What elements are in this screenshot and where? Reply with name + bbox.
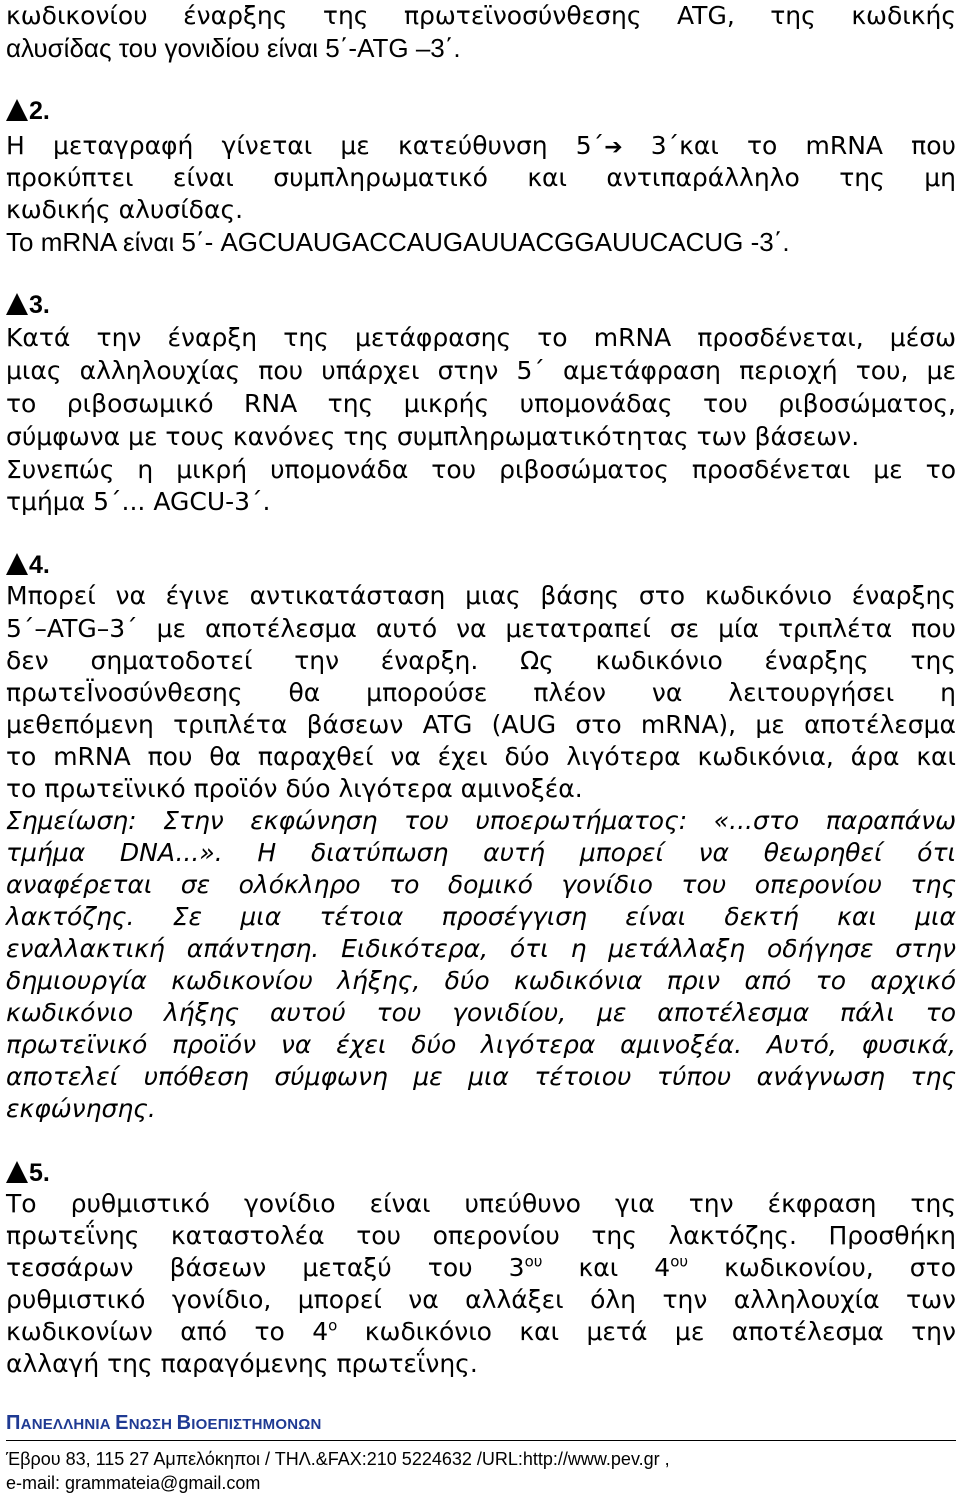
section-number: 5. (29, 1159, 50, 1187)
spade-bullet-icon (6, 1161, 28, 1183)
note-line: αναφέρεται σε ολόκληρο το δομικό γονίδιο του οπερονίου της (6, 870, 956, 899)
text-fragment: Η μεταγραφή γίνεται με κατεύθυνση 5΄ (6, 131, 605, 160)
text-line (6, 1316, 956, 1348)
note-line: εκφώνησης. (6, 1094, 156, 1123)
text-fragment: και 4 (542, 1253, 671, 1282)
section-heading-4 (6, 548, 50, 582)
footer-address: Έβρου 83, 115 27 Αμπελόκηποι / ΤΗΛ.&FAX:210 5224632 /URL:http://www.pev.gr , (6, 1449, 670, 1469)
text-fragment: Ως κωδικόνιο έναρξης της (520, 646, 956, 675)
text-line: αλλαγή της παραγόμενης πρωτεΐνης. (6, 1349, 478, 1378)
section-heading-3 (6, 288, 50, 322)
text-line: Το ρυθμιστικό γονίδιο είναι υπεύθυνο για την έκφραση της (6, 1189, 956, 1218)
section-heading-5 (6, 1156, 50, 1190)
text-line: Συνεπώς η μικρή υπομονάδα του ριβοσώματος προσδένεται με το (6, 455, 956, 484)
text-line: κωδικής αλυσίδας. (6, 195, 244, 224)
text-line: το mRNA που θα παραχθεί να έχει δύο λιγότερα κωδικόνια, άρα και (6, 742, 956, 771)
spade-bullet-icon (6, 293, 28, 315)
org-initial: Β (176, 1412, 192, 1434)
text-line: προκύπτει είναι συμπληρωματικό και αντιπαράλληλο της μη (6, 163, 956, 192)
spade-bullet-icon (6, 99, 28, 121)
note-line: Σημείωση: Στην εκφώνηση του υποερωτήματος: «...στο παραπάνω (6, 806, 956, 835)
note-line: τμήμα DNA...». Η διατύπωση αυτή μπορεί να θεωρηθεί ότι (6, 838, 956, 867)
text-fragment: τεσσάρων βάσεων μεταξύ του 3 (6, 1253, 525, 1282)
text-line: το ριβοσωμικό RNA της μικρής υπομονάδας του ριβοσώματος, (6, 389, 956, 418)
note-line: εναλλακτική απάντηση. Ειδικότερα, ότι η μετάλλαξη οδήγησε στην (6, 934, 956, 963)
org-word: ΙΟΕΠΙΣΤΗΜΟΝΩΝ (191, 1416, 322, 1433)
org-initial: Ε (115, 1412, 129, 1434)
text-line: 5΄–ATG–3΄ με αποτέλεσμα αυτό να μετατραπεί σε μία τριπλέτα που (6, 614, 956, 643)
footer-organization (6, 1412, 322, 1435)
section-number: 4. (29, 551, 50, 579)
text-line: Το mRNA είναι 5΄- AGCUAUGACCAUGAUUACGGAUUCACUG -3΄. (6, 227, 790, 257)
note-line: πρωτεϊνικό προϊόν να έχει δύο λιγότερα αμινοξέα. Αυτό, φυσικά, (6, 1030, 956, 1059)
section-heading-2 (6, 94, 50, 128)
text-line: Μπορεί να έγινε αντικατάσταση μιας βάσης στο κωδικόνιο έναρξης (6, 581, 956, 610)
text-line: πρωτεΐνης καταστολέα του οπερονίου της λακτόζης. Προσθήκη (6, 1221, 956, 1250)
superscript: ο (328, 1316, 338, 1335)
arrow-right-icon: ➔ (604, 135, 623, 160)
note-line: λακτόζης. Σε μια τέτοια προσέγγιση είναι δεκτή και μια (6, 902, 956, 931)
text-line: αλυσίδας του γονιδίου είναι 5΄-ATG –3΄. (6, 33, 461, 63)
footer-email: e-mail: grammateia@gmail.com (6, 1473, 261, 1493)
text-line: σύμφωνα με τους κανόνες της συμπληρωματικότητας των βάσεων. (6, 422, 860, 451)
text-line (6, 1252, 956, 1284)
text-line: Κατά την έναρξη της μετάφρασης το mRNA προσδένεται, μέσω (6, 323, 956, 352)
text-fragment: κωδικόνιο και μετά με αποτέλεσμα την (337, 1317, 956, 1346)
section-number: 3. (29, 291, 50, 319)
superscript: ου (524, 1252, 543, 1271)
org-initial: Π (6, 1412, 21, 1434)
text-fragment: κωδικονίων από το 4 (6, 1317, 329, 1346)
text-line: κωδικονίου έναρξης της πρωτεϊνοσύνθεσης ATG, της κωδικής (6, 1, 956, 30)
section-number: 2. (29, 97, 50, 125)
text-line: πρωτεΪνοσύνθεσης θα μπορούσε πλέον να λειτουργήσει η (6, 678, 956, 707)
footer-divider (6, 1440, 956, 1441)
text-line (6, 130, 956, 162)
org-word: ΝΩΣΗ (128, 1416, 177, 1433)
spade-bullet-icon (6, 553, 28, 575)
text-line (6, 645, 956, 677)
text-line: μιας αλληλουχίας που υπάρχει στην 5΄ αμετάφραση περιοχή του, με (6, 356, 956, 385)
text-line: μεθεπόμενη τριπλέτα βάσεων ATG (AUG στο mRNA), με αποτέλεσμα (6, 710, 956, 739)
note-line: δημιουργία κωδικονίου λήξης, δύο κωδικόνια πριν από το αρχικό (6, 966, 956, 995)
superscript: ου (670, 1252, 689, 1271)
text-line: ρυθμιστικό γονίδιο, μπορεί να αλλάξει όλη την αλληλουχία των (6, 1285, 956, 1314)
org-word: ΑΝΕΛΛΗΝΙΑ (20, 1416, 116, 1433)
text-fragment: 3΄και το mRNA που (622, 131, 956, 160)
text-fragment: κωδικονίου, στο (688, 1253, 956, 1282)
note-line: αποτελεί υπόθεση σύμφωνη με μια τέτοιου τύπου ανάγνωση της (6, 1062, 956, 1091)
note-line: κωδικόνιο λήξης αυτού του γονιδίου, με αποτέλεσμα πάλι το (6, 998, 956, 1027)
text-line: το πρωτεϊνικό προϊόν δύο λιγότερα αμινοξέα. (6, 774, 583, 803)
text-fragment: δεν σηματοδοτεί την έναρξη. (6, 646, 479, 675)
text-line: τμήμα 5΄... AGCU-3΄. (6, 487, 271, 516)
